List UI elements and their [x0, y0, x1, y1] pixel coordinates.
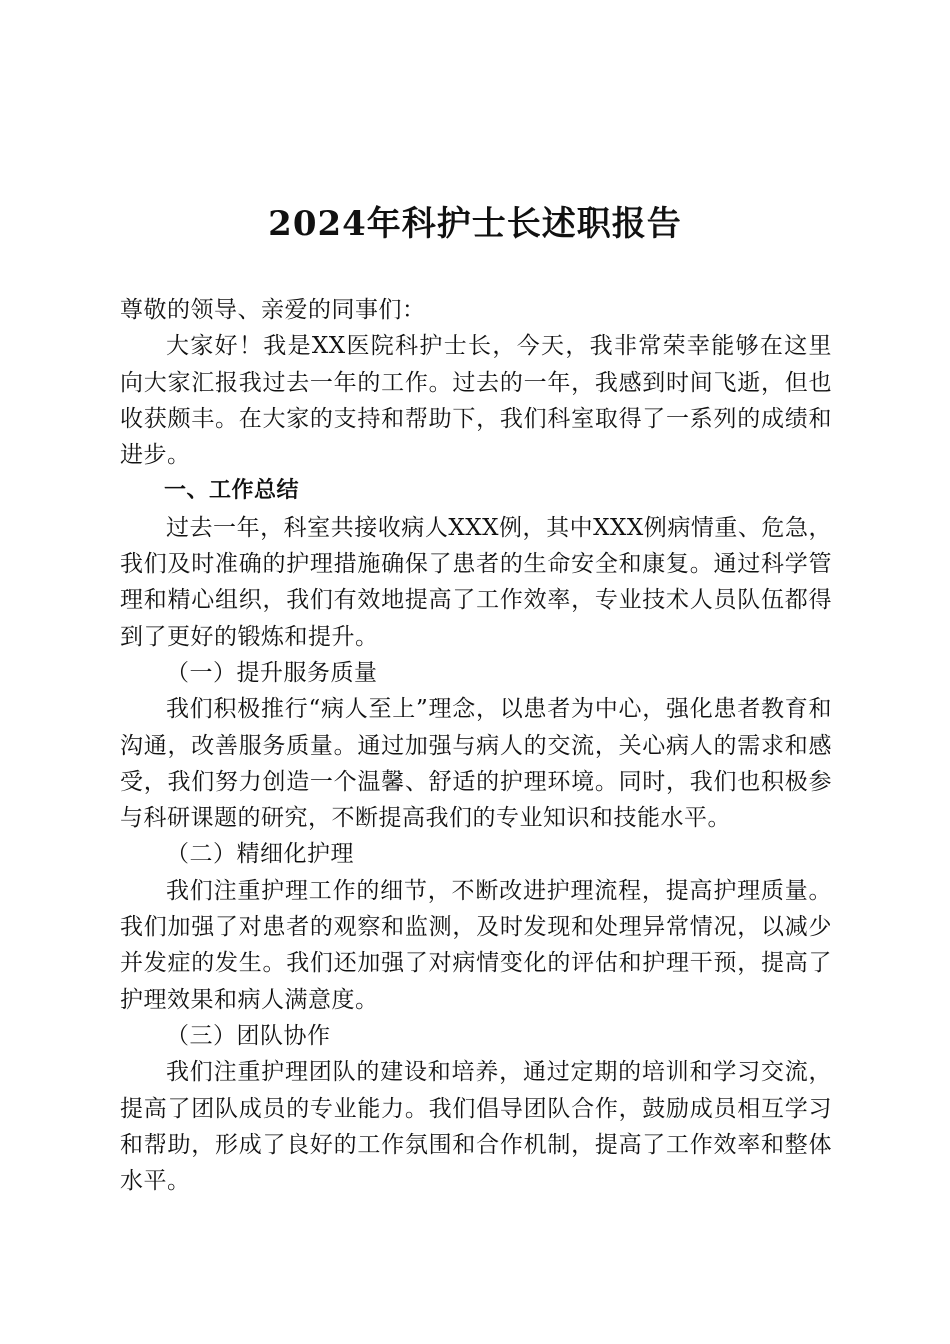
subheading-service-quality: （一）提升服务质量 [166, 659, 378, 686]
document-title: 2024年科护士长述职报告 [268, 204, 682, 244]
document-body [120, 292, 832, 1199]
teamwork-paragraph: 我们注重护理团队的建设和培养，通过定期的培训和学习交流，提高了团队成员的专业能力。我们倡导团队合作，鼓励成员相互学习和帮助，形成了良好的工作氛围和合作机制，提高了工作效率和整体水平。 [120, 1059, 832, 1195]
summary-paragraph: 过去一年，科室共接收病人XXX例，其中XXX例病情重、危急，我们及时准确的护理措施确保了患者的生命安全和康复。通过科学管理和精心组织，我们有效地提高了工作效率，专业技术人员队伍都得到了更好的锻炼和提升。 [120, 514, 832, 650]
intro-paragraph: 大家好！我是XX医院科护士长，今天，我非常荣幸能够在这里向大家汇报我过去一年的工作。过去的一年，我感到时间飞逝，但也收获颇丰。在大家的支持和帮助下，我们科室取得了一系列的成绩和进步。 [120, 333, 832, 469]
subheading-teamwork: （三）团队协作 [166, 1022, 331, 1049]
service-quality-paragraph: 我们积极推行“病人至上”理念，以患者为中心，强化患者教育和沟通，改善服务质量。通过加强与病人的交流，关心病人的需求和感受，我们努力创造一个温馨、舒适的护理环境。同时，我们也积极参与科研课题的研究，不断提高我们的专业知识和技能水平。 [120, 696, 832, 832]
salutation: 尊敬的领导、亲爱的同事们： [120, 297, 426, 323]
section-heading-work-summary: 一、工作总结 [164, 478, 300, 504]
subheading-refined-nursing: （二）精细化护理 [166, 841, 354, 868]
refined-nursing-paragraph: 我们注重护理工作的细节，不断改进护理流程，提高护理质量。我们加强了对患者的观察和监测，及时发现和处理异常情况，以减少并发症的发生。我们还加强了对病情变化的评估和护理干预，提高了护理效果和病人满意度。 [120, 877, 832, 1013]
